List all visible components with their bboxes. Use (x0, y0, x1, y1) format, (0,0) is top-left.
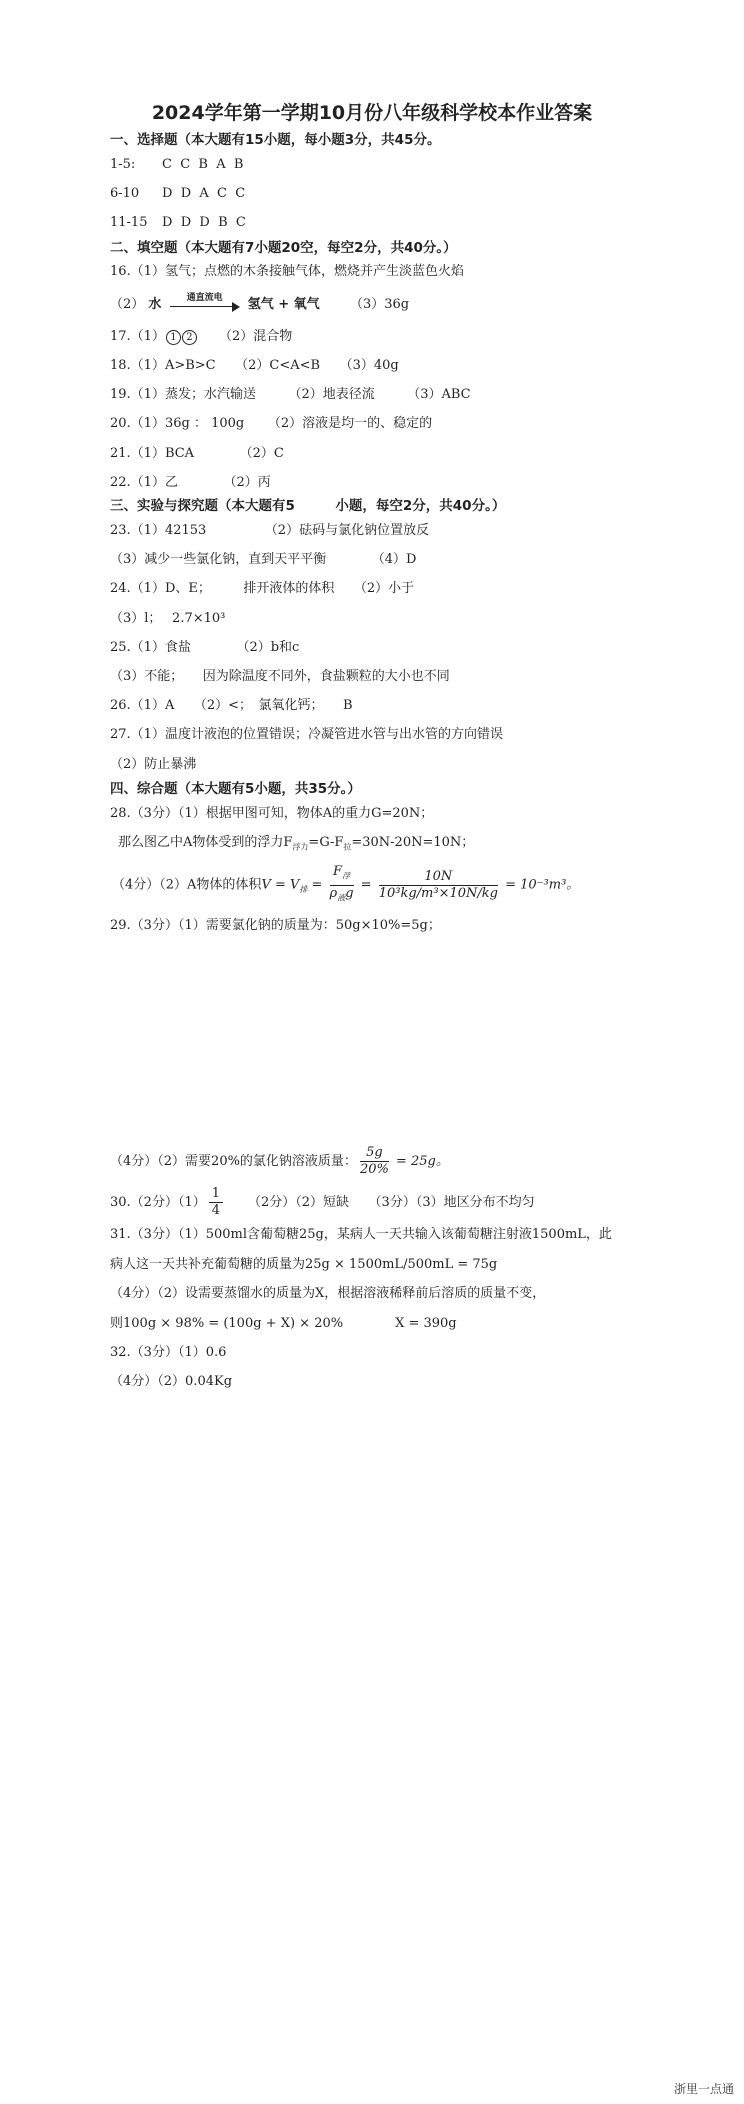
answer-24-1: 24.（1）D、E； 排开液体的体积 （2）小于 (110, 581, 415, 596)
answer-16-2 (110, 292, 410, 314)
answer-28-2 (118, 834, 474, 857)
section-1-heading: 一、选择题（本大题有15小题，每小题3分，共45分。 (110, 132, 441, 148)
answer-20: 20.（1）36g ： 100g （2）溶液是均一的、稳定的 (110, 416, 433, 431)
answer-28-1: 28.（3分）（1）根据甲图可知，物体A的重力G=20N； (110, 806, 434, 821)
volume-symbol: V = V (261, 877, 300, 893)
answer-26: 26.（1）A （2）<； 氯氧化钙； B (110, 698, 353, 713)
mc-answers: C C B A B (162, 157, 244, 172)
part-label: （2） (110, 297, 145, 312)
section-3-heading: 三、实验与探究题（本大题有5 小题，每空2分，共40分。） (110, 498, 506, 514)
answer-29-1: 29.（3分）（1）需要氯化钠的质量为：50g×10%=5g； (110, 918, 441, 933)
reaction-arrow (170, 292, 240, 312)
equals-sign: = (307, 877, 327, 893)
mc-range: 1-5: (110, 157, 136, 172)
buoyancy-text: 那么图乙中A物体受到的浮力F (118, 835, 293, 850)
answer-17 (110, 328, 292, 346)
products: 氢气 + 氧气 (247, 297, 320, 312)
subscript: 液 (337, 893, 346, 903)
answer-25-2: （3）不能； 因为除温度不同外，食盐颗粒的大小也不同 (110, 669, 450, 684)
answer-28-3 (112, 864, 579, 907)
answer-21: 21.（1）BCA （2）C (110, 446, 284, 461)
subscript: 排 (299, 885, 308, 895)
mc-row-3 (110, 214, 246, 232)
answer-30-rest: （2分）（2）短缺 （3分）（3）地区分布不均匀 (248, 1195, 535, 1210)
fraction-1 (330, 864, 354, 906)
fraction-numerator: 5g (360, 1145, 389, 1162)
answer-24-2: （3）l； 2.7×10³ (110, 611, 226, 626)
answer-25-1: 25.（1）食盐 （2）b和c (110, 640, 300, 655)
fraction-numerator: F (333, 864, 343, 879)
subscript: 拉 (343, 842, 352, 852)
section-2-heading: 二、填空题（本大题有7小题20空，每空2分，共40分。） (110, 240, 457, 256)
page-title: 2024学年第一学期10月份八年级科学校本作业答案 (151, 102, 593, 124)
mc-range: 6-10 (110, 186, 140, 201)
answer-30 (110, 1186, 535, 1220)
fraction-denominator: 10³kg/m³×10N/kg (378, 885, 498, 901)
mc-row-1 (110, 156, 243, 174)
fraction-numerator: 1 (209, 1186, 223, 1203)
volume-result: = 10⁻³m³。 (500, 877, 580, 893)
fraction-denominator: 4 (211, 1203, 220, 1218)
answer-22: 22.（1）乙 （2）丙 (110, 475, 271, 490)
mc-range: 11-15 (110, 215, 148, 230)
part-3-answer: （3）36g (349, 297, 410, 312)
buoyancy-result: =30N-20N=10N； (351, 835, 475, 850)
reactant: 水 (148, 297, 162, 312)
answer-18: 18.（1）A>B>C （2）C<A<B （3）40g (110, 358, 399, 373)
part-label: （4分）（2）A物体的体积 (112, 877, 262, 893)
circled-number-2: 2 (182, 330, 197, 345)
buoyancy-text: =G-F (308, 835, 344, 850)
subscript: 浮力 (292, 842, 309, 852)
mc-row-2 (110, 185, 245, 203)
answer-23-1: 23.（1）42153 （2）砝码与氯化钠位置放反 (110, 523, 430, 538)
answer-16-1: 16.（1）氢气；点燃的木条接触气体，燃烧并产生淡蓝色火焰 (110, 264, 464, 279)
answer-23-2: （3）减少一些氯化钠，直到天平平衡 （4）D (110, 552, 417, 567)
fraction-denominator: ρ (329, 885, 338, 901)
fraction-denominator: 20% (359, 1162, 389, 1177)
answer-29-2 (110, 1145, 449, 1179)
answer-31-1: 31.（3分）（1）500ml含葡萄糖25g，某病人一天共输入该葡萄糖注射液1500mL，此 (110, 1227, 612, 1242)
fraction (360, 1145, 389, 1178)
answer-31-3: （4分）（2）设需要蒸馏水的质量为X，根据溶液稀释前后溶质的质量不变， (110, 1286, 546, 1301)
circled-number-1: 1 (166, 330, 181, 345)
subscript: 浮 (342, 871, 351, 881)
section-4-heading: 四、综合题（本大题有5小题，共35分。） (110, 781, 361, 797)
answer-27-2: （2）防止暴沸 (110, 757, 197, 772)
answer-32-2: （4分）（2）0.04Kg (110, 1374, 233, 1389)
part-label: （4分）（2）需要20%的氯化钠溶液质量： (110, 1154, 357, 1169)
answer-19: 19.（1）蒸发；水汽输送 （2）地表径流 （3）ABC (110, 387, 471, 402)
answer-17-part2: （2）混合物 (218, 329, 293, 344)
answer-27-1: 27.（1）温度计液泡的位置错误；冷凝管进水管与出水管的方向错误 (110, 727, 503, 742)
fraction (209, 1186, 223, 1219)
answer-31-2: 病人这一天共补充葡萄糖的质量为25g × 1500mL/500mL = 75g (110, 1257, 498, 1272)
answer-31-4: 则100g × 98% = (100g + X) × 20% X = 390g (110, 1316, 457, 1331)
equals-sign: = (356, 877, 376, 893)
fraction-2 (379, 869, 498, 902)
footer-watermark: 浙里一点通 (673, 2082, 734, 2096)
answer-32-1: 32.（3分）（1）0.6 (110, 1345, 227, 1360)
reaction-condition: 通直流电 (186, 292, 223, 303)
part-label: 30.（2分）（1） (110, 1195, 206, 1210)
gravity-symbol: g (345, 885, 354, 901)
fraction-numerator: 10N (379, 869, 498, 886)
mc-answers: D D A C C (162, 186, 246, 201)
answer-17-label: 17.（1） (110, 329, 165, 344)
mc-answers: D D D B C (162, 215, 246, 230)
mass-result: = 25g。 (391, 1154, 449, 1169)
